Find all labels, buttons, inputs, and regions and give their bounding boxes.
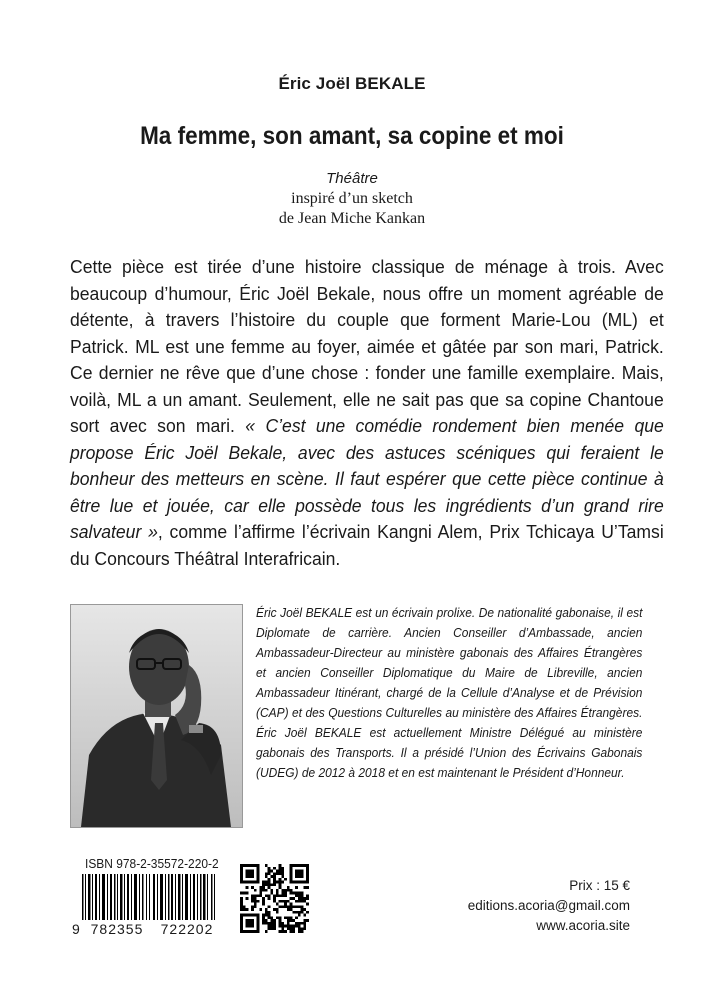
critic-quote: « C’est une comédie rondement bien menée que propose Éric Joël Bekale, avec des astuces scéniques qui feraient le bonheur des metteurs en scène. Il faut espérer que cette pièce continue à être lue et jouée, car elle possède tous les ingrédients d’un grand rire salvateur » — [70, 415, 664, 542]
barcode-digits-right: 722202 — [160, 921, 214, 937]
book-summary — [70, 254, 664, 572]
quote-attribution: , comme l’affirme l’écrivain Kangni Alem, Prix Tchicaya U’Tamsi du Concours Théâtral Interafricain. — [70, 521, 664, 569]
inspiration-credit — [0, 189, 704, 229]
summary-text: Cette pièce est tirée d’une histoire classique de ménage à trois. Avec beaucoup d’humour, Éric Joël Bekale, nous offre un moment agréable de détente, à travers l’histoire du couple que forment Marie-Lou (ML) et Patrick. ML est une femme au foyer, aimée et gâtée par son mari, Patrick. Ce dernier ne rêve que d’une chose : fonder une famille exemplaire. Mais, voilà, ML a un amant. Seulement, elle ne sait pas que sa copine Chantoue sort avec son mari. — [70, 256, 664, 436]
publisher-website[interactable]: www.acoria.site — [536, 918, 630, 933]
price-label: Prix : 15 € — [569, 878, 630, 893]
barcode-digit-first: 9 — [72, 921, 80, 937]
publisher-contact — [468, 876, 630, 936]
author-portrait-image — [71, 605, 242, 827]
author-photo — [70, 604, 243, 828]
isbn-label: ISBN 978-2-35572-220-2 — [85, 856, 219, 871]
barcode-digits — [70, 920, 230, 938]
barcode-digits-left: 782355 — [90, 921, 144, 937]
author-name: Éric Joël BEKALE — [278, 74, 426, 93]
publisher-email[interactable]: editions.acoria@gmail.com — [467, 898, 630, 913]
genre-label: Théâtre — [326, 170, 378, 187]
qr-code — [240, 864, 309, 933]
inspiration-line-1: inspiré d’un sketch — [291, 190, 413, 207]
book-title: Ma femme, son amant, sa copine et moi — [140, 122, 564, 150]
author-biography: Éric Joël BEKALE est un écrivain prolixe. De nationalité gabonaise, il est Diplomate de carrière. Ancien Conseiller d’Ambassade, ancien Ambassadeur-Directeur au ministère gabonais des Affaires Étrangères et ancien Conseiller Diplomatique du Maire de Libreville, ancien Ambassadeur Itinérant, chargé de la Cellule d’Analyse et de Prévision (CAP) et des Questions Culturelles au ministère des Affaires Étrangères. Éric Joël BEKALE est actuellement Ministre Délégué au ministère gabonais des Transports. Il a présidé l’Union des Écrivains Gabonais (UDEG) de 2012 à 2018 et en est maintenant le Président d’Honneur. — [256, 605, 643, 780]
inspiration-line-2: de Jean Miche Kankan — [278, 210, 426, 227]
